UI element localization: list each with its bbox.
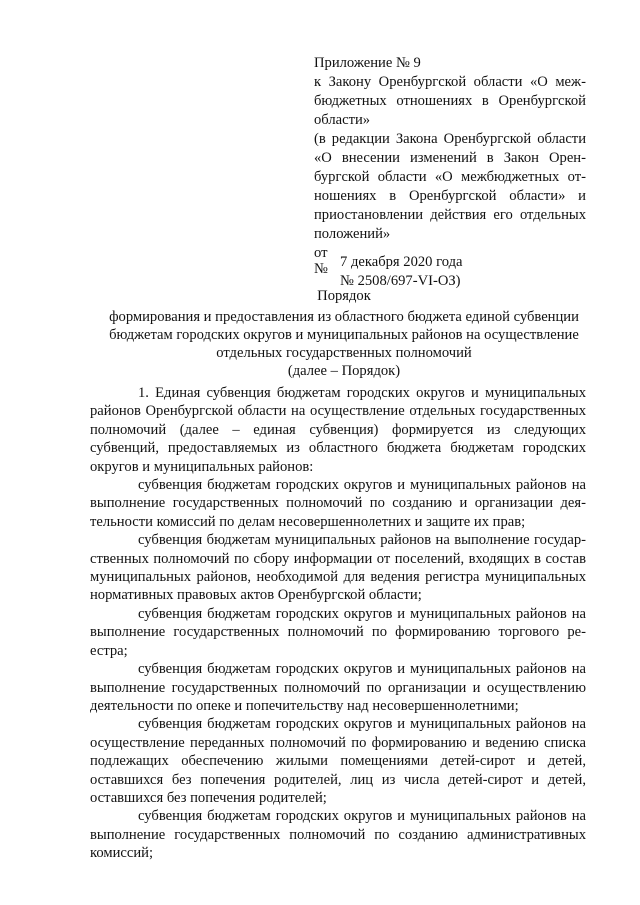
paragraph-1: 1. Единая субвенция бюджетам городских округов и муниципальных районов Оренбургской области на осуществление отдельных государственных полномочий (далее – единая субвенция) формируется из следующих субвенций, предоставляемых из областного бюджета бюджетам городских округов и муниципальных районов: [90,385,586,475]
appendix-law-reference: к Закону Оренбургской области «О межбюджетных отношениях в Оренбургской области» [314,74,586,128]
law-number: № 2508/697-VI-ОЗ) [340,273,461,289]
date-values [340,245,463,291]
appendix-block [314,54,586,291]
ot-label: от [314,245,328,261]
title-line-1: формирования и предоставления из областного бюджета единой субвенции [109,309,579,325]
paragraph-3: субвенция бюджетам муниципальных районов на выполнение государственных полномочий по сбору информации от поселений, входящих в состав муниципальных районов, необходимой для ведения регистра муниципальных нормативных правовых актов Оренбургской области; [90,532,586,604]
paragraph-2: субвенция бюджетам городских округов и муниципальных районов на выполнение государственных полномочий по созданию и организации деятельности комиссий по делам несовершеннолетних и защите их прав; [90,477,586,530]
title-line-3: отдельных государственных полномочий [216,345,472,361]
title-line-2: бюджетам городских округов и муниципальных районов на осуществление [109,327,579,343]
paragraph-5: субвенция бюджетам городских округов и муниципальных районов на выполнение государственных полномочий по организации и осуществлению деятельности по опеке и попечительству над несовершеннолетними; [90,661,586,714]
appendix-edition-note: (в редакции Закона Оренбургской области «О внесении изменений в Закон Оренбургской области «О межбюджетных отношениях в Оренбургской области» и приостановлении действия его отдельных положений» [314,131,586,242]
document-body [90,384,586,863]
law-date: 7 декабря 2020 года [340,254,463,270]
document-title [96,287,592,380]
ot-no-labels [314,245,340,277]
paragraph-4: субвенция бюджетам городских округов и муниципальных районов на выполнение государственных полномочий по формированию торгового реестра; [90,605,586,659]
appendix-title: Приложение № 9 [314,55,421,71]
no-label: № [314,261,328,277]
paragraph-7: субвенция бюджетам городских округов и муниципальных районов на выполнение государственных полномочий по созданию административных комиссий; [90,808,586,862]
paragraph-6: субвенция бюджетам городских округов и муниципальных районов на осуществление переданных полномочий по формированию и ведению списка подлежащих обеспечению жилыми помещениями детей-сирот и детей, оставшихся без попечения родителей, лиц из числа детей-сирот и детей, оставшихся без попечения родителей; [90,716,586,806]
title-line-4: (далее – Порядок) [287,363,401,379]
appendix-date-row [314,245,586,291]
title-heading: Порядок [317,288,371,304]
